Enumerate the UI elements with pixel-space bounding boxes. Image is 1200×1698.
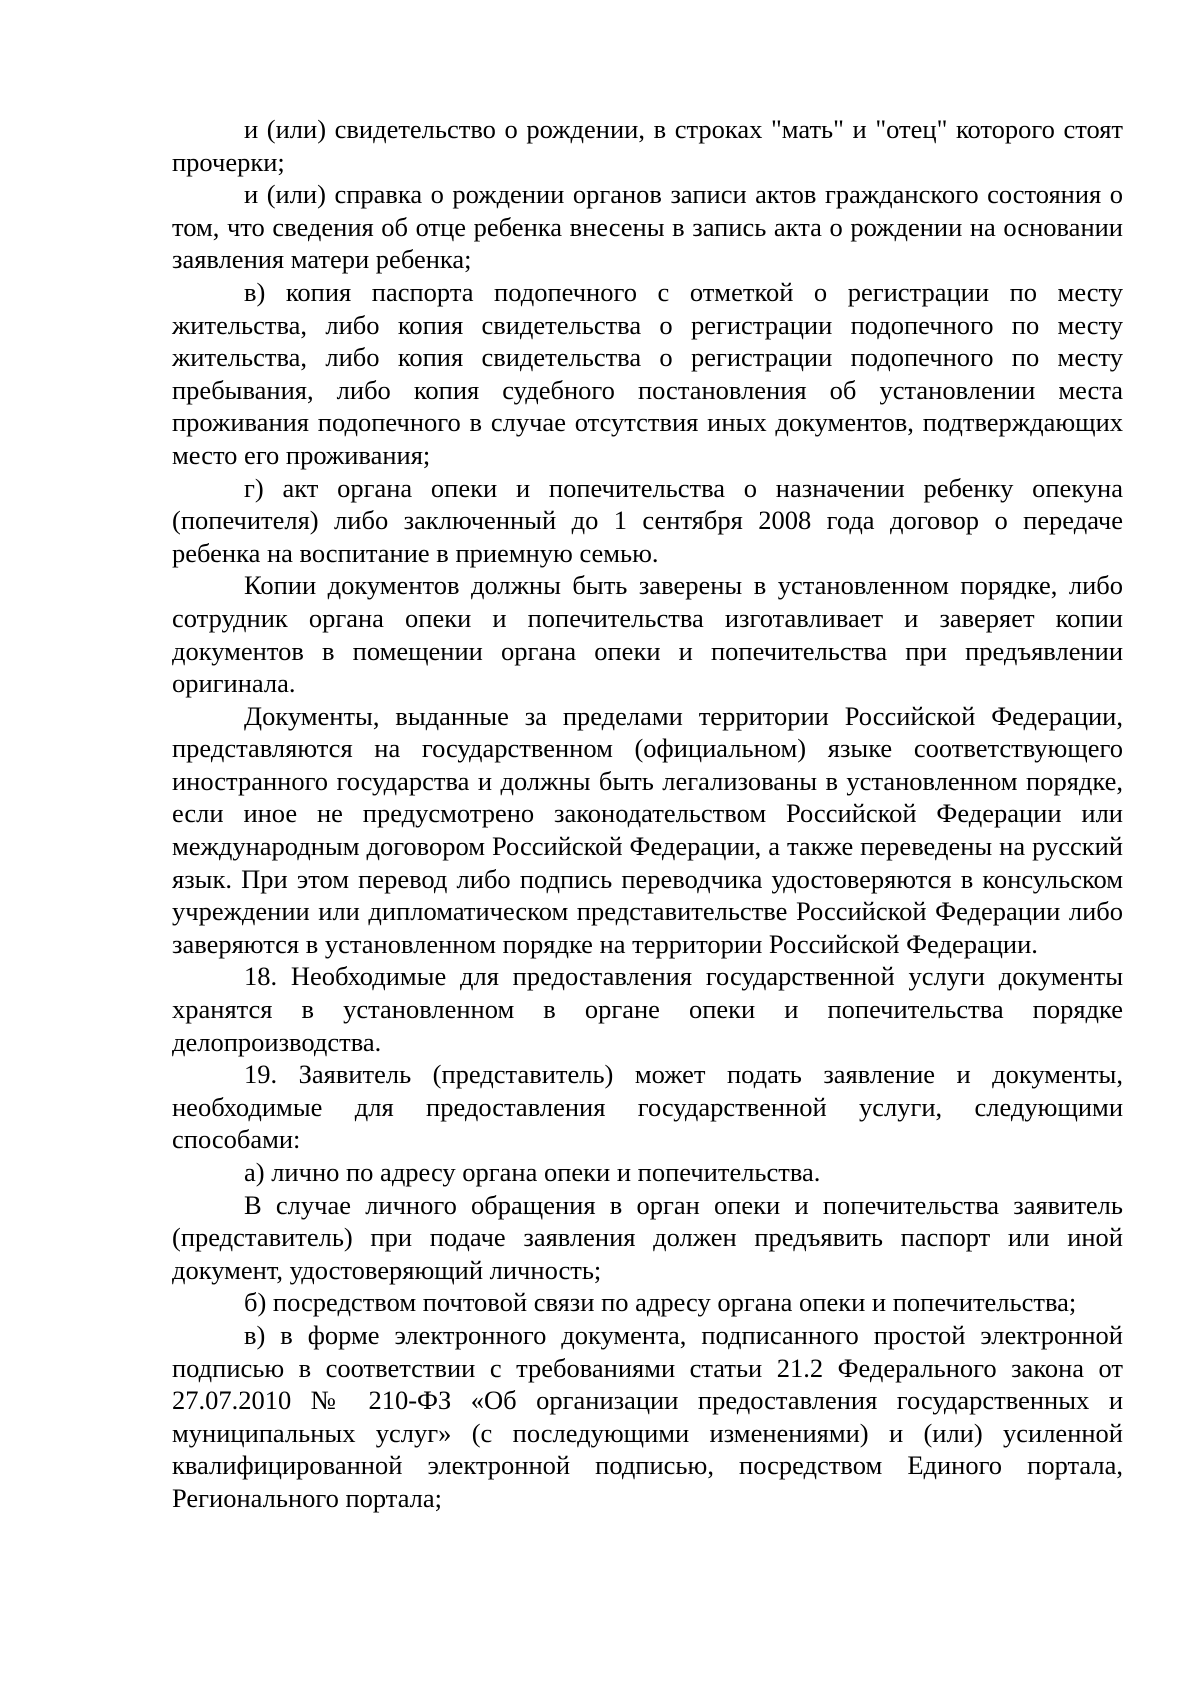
document-page: [172, 113, 1123, 1515]
paragraph-birth-certificate: и (или) свидетельство о рождении, в строках "мать" и "отец" которого стоят прочерки;: [172, 114, 1123, 177]
paragraph-document-copies: Копии документов должны быть заверены в установленном порядке, либо сотрудник органа опеки и попечительства изготавливает и заверяет копии документов в помещении органа опеки и попечительства при предъявлении оригинала.: [172, 570, 1123, 699]
paragraph-method-in-person: а) лично по адресу органа опеки и попечительства.: [244, 1157, 821, 1187]
paragraph-passport-copy: в) копия паспорта подопечного с отметкой о регистрации по месту жительства, либо копия свидетельства о регистрации подопечного по месту жительства, либо копия свидетельства о регистрации подопечного по месту пребывания, либо копия судебного постановления об установлении места проживания подопечного в случае отсутствия иных документов, подтверждающих место его проживания;: [172, 276, 1123, 470]
paragraph-method-electronic: в) в форме электронного документа, подписанного простой электронной подписью в соответствии с требованиями статьи 21.2 Федерального закона от 27.07.2010 № 210-ФЗ «Об организации предоставления государственных и муниципальных услуг» (с последующими изменениями) и (или) усиленной квалифицированной электронной подписью, посредством Единого портала, Регионального портала;: [172, 1319, 1123, 1513]
paragraph-item-19: 19. Заявитель (представитель) может подать заявление и документы, необходимые для предоставления государственной услуги, следующими способами:: [172, 1059, 1123, 1155]
paragraph-birth-record-note: и (или) справка о рождении органов записи актов гражданского состояния о том, что сведения об отце ребенка внесены в запись акта о рождении на основании заявления матери ребенка;: [172, 179, 1123, 275]
paragraph-guardianship-act: г) акт органа опеки и попечительства о назначении ребенку опекуна (попечителя) либо заключенный до 1 сентября 2008 года договор о передаче ребенка на воспитание в приемную семью.: [172, 472, 1123, 568]
paragraph-method-post: б) посредством почтовой связи по адресу органа опеки и попечительства;: [244, 1287, 1077, 1318]
paragraph-item-18: 18. Необходимые для предоставления государственной услуги документы хранятся в установленном в органе опеки и попечительства порядке делопроизводства.: [172, 961, 1123, 1057]
paragraph-foreign-documents: Документы, выданные за пределами территории Российской Федерации, представляются на государственном (официальном) языке соответствующего иностранного государства и должны быть легализованы в установленном порядке, если иное не предусмотрено законодательством Российской Федерации или международным договором Российской Федерации, а также переведены на русский язык. При этом перевод либо подпись переводчика удостоверяются в консульском учреждении или дипломатическом представительстве Российской Федерации либо заверяются в установленном порядке на территории Российской Федерации.: [172, 700, 1123, 959]
paragraph-personal-visit: В случае личного обращения в орган опеки и попечительства заявитель (представитель) при подаче заявления должен предъявить паспорт или иной документ, удостоверяющий личность;: [172, 1189, 1123, 1285]
